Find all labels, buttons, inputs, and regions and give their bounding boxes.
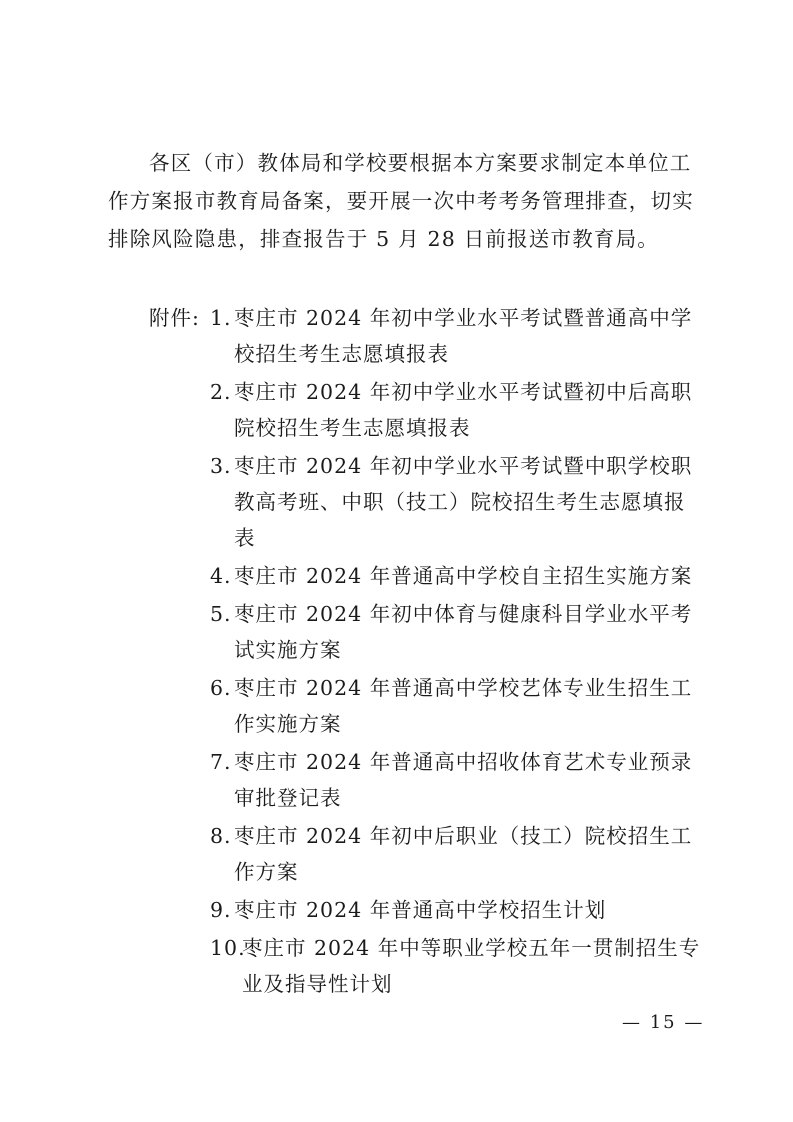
attachment-number: 2. — [210, 380, 232, 404]
attachment-number: 6. — [210, 676, 232, 700]
attachment-title: 枣庄市 2024 年初中后职业（技工）院校招生工作方案 — [234, 824, 693, 884]
page-number: — 15 — — [622, 1012, 705, 1033]
attachment-number: 7. — [210, 750, 232, 774]
attachment-title: 枣庄市 2024 年初中学业水平考试暨初中后高职院校招生考生志愿填报表 — [234, 380, 693, 440]
attachment-item-9 — [210, 892, 710, 928]
attachment-item-3 — [210, 448, 710, 556]
attachment-number: 4. — [210, 564, 232, 588]
body-paragraph: 各区（市）教体局和学校要根据本方案要求制定本单位工作方案报市教育局备案，要开展一次中考考务管理排查，切实排除风险隐患，排查报告于 5 月 28 日前报送市教育局。 — [108, 151, 694, 251]
attachment-item-6 — [210, 670, 710, 742]
attachment-title: 枣庄市 2024 年中等职业学校五年一贯制招生专业及指导性计划 — [242, 936, 701, 996]
attachment-title: 枣庄市 2024 年普通高中学校艺体专业生招生工作实施方案 — [234, 676, 693, 736]
attachment-number: 5. — [210, 602, 232, 626]
attachment-title: 枣庄市 2024 年初中学业水平考试暨中职学校职教高考班、中职（技工）院校招生考生志愿填报表 — [234, 454, 693, 550]
attachments-label: 附件: — [149, 306, 200, 330]
attachment-number: 8. — [210, 824, 232, 848]
attachment-item-1 — [210, 300, 710, 372]
attachment-number: 10. — [210, 936, 246, 960]
attachment-item-4 — [210, 558, 710, 594]
attachment-item-5 — [210, 596, 710, 668]
attachment-item-8 — [210, 818, 710, 890]
attachment-item-10 — [210, 930, 710, 1002]
attachments-list — [210, 300, 710, 1004]
attachment-item-2 — [210, 374, 710, 446]
attachment-title: 枣庄市 2024 年普通高中学校自主招生实施方案 — [234, 564, 693, 588]
attachment-title: 枣庄市 2024 年普通高中招收体育艺术专业预录审批登记表 — [234, 750, 693, 810]
attachment-title: 枣庄市 2024 年初中体育与健康科目学业水平考试实施方案 — [234, 602, 693, 662]
attachment-title: 枣庄市 2024 年初中学业水平考试暨普通高中学校招生考生志愿填报表 — [234, 306, 693, 366]
attachment-number: 1. — [210, 306, 232, 330]
attachment-number: 9. — [210, 898, 232, 922]
attachment-number: 3. — [210, 454, 232, 478]
attachment-title: 枣庄市 2024 年普通高中学校招生计划 — [234, 898, 607, 922]
attachment-item-7 — [210, 744, 710, 816]
